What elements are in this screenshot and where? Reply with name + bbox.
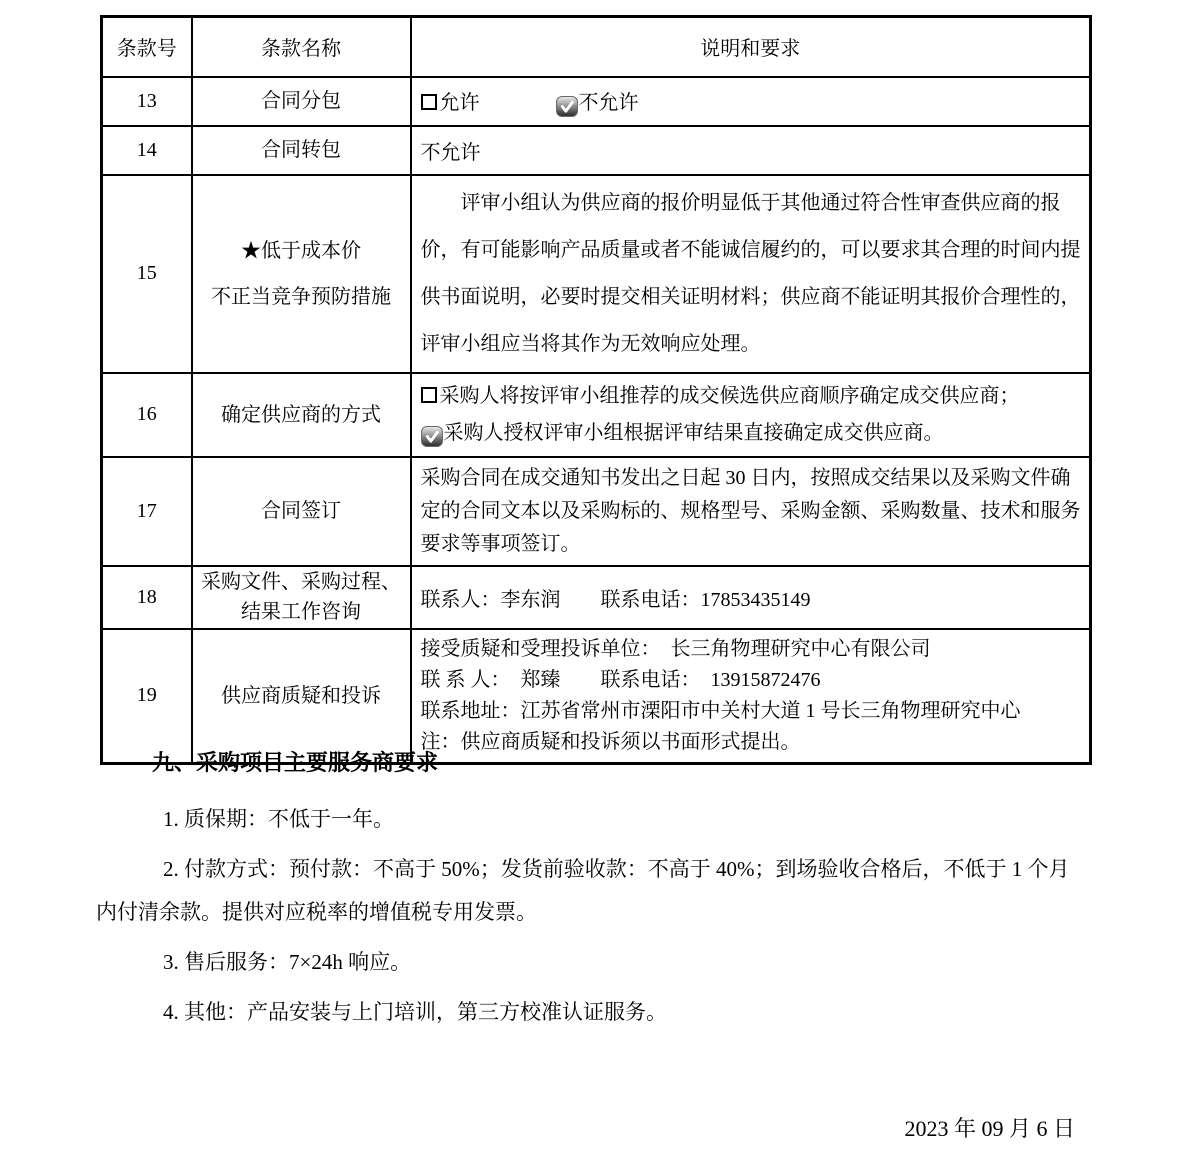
section-heading: 九、采购项目主要服务商要求 xyxy=(152,750,439,775)
requirement-item-3: 3. 售后服务：7×24h 响应。 xyxy=(163,950,412,974)
option-allow xyxy=(421,92,480,114)
checkbox-unchecked-icon xyxy=(421,387,437,403)
clause-name: 合同分包 xyxy=(192,77,411,126)
clause-name: 确定供应商的方式 xyxy=(192,373,411,457)
clause-desc-paragraph: 采购合同在成交通知书发出之日起 30 日内，按照成交结果以及采购文件确定的合同文本以及采购标的、规格型号、采购金额、采购数量、技术和服务要求等事项签订。 xyxy=(420,466,1081,555)
clause-desc: 不允许 xyxy=(411,126,1091,175)
clause-desc xyxy=(411,175,1091,373)
table-row-18 xyxy=(102,566,1091,629)
complaint-contact-line: 联 系 人： 郑臻 联系电话： 13915872476 xyxy=(420,668,821,691)
option-authorized-label: 采购人授权评审小组根据评审结果直接确定成交供应商。 xyxy=(443,421,944,444)
clause-no: 15 xyxy=(102,175,192,373)
document-date: 2023 年 09 月 6 日 xyxy=(904,1116,1075,1141)
checkbox-unchecked-icon xyxy=(421,94,437,110)
complaint-address-line: 联系地址：江苏省常州市溧阳市中关村大道 1 号长三角物理研究中心 xyxy=(420,699,1021,722)
complaint-unit-line: 接受质疑和受理投诉单位： 长三角物理研究中心有限公司 xyxy=(420,637,931,660)
header-description: 说明和要求 xyxy=(411,17,1091,77)
table-row-16 xyxy=(102,373,1091,457)
table-row-13 xyxy=(102,77,1091,126)
clause-name: 合同转包 xyxy=(192,126,411,175)
clause-name-line1: ★低于成本价 xyxy=(241,239,361,262)
service-requirements-section xyxy=(96,748,1079,1034)
clause-name: 供应商质疑和投诉 xyxy=(192,629,411,764)
clause-name xyxy=(192,175,411,373)
clause-name-line2: 不正当竞争预防措施 xyxy=(211,285,391,308)
clause-name-line1: 采购文件、采购过程、 xyxy=(201,571,401,593)
table-row-14 xyxy=(102,126,1091,175)
clause-desc-paragraph: 评审小组认为供应商的报价明显低于其他通过符合性审查供应商的报价，有可能影响产品质量或者不能诚信履约的，可以要求其合理的时间内提供书面说明，必要时提交相关证明材料；供应商不能证明其报价合理性的，评审小组应当将其作为无效响应处理。 xyxy=(420,191,1081,355)
requirement-item-2: 2. 付款方式：预付款：不高于 50%；发货前验收款：不高于 40%；到场验收合格后，不低于 1 个月内付清余款。提供对应税率的增值税专用发票。 xyxy=(96,857,1070,924)
option-ranked-label: 采购人将按评审小组推荐的成交候选供应商顺序确定成交供应商； xyxy=(439,384,1020,407)
clause-no: 16 xyxy=(102,373,192,457)
clause-table xyxy=(100,15,1092,765)
header-clause-no: 条款号 xyxy=(102,17,192,77)
clause-name xyxy=(192,566,411,629)
complaint-note-line: 注：供应商质疑和投诉须以书面形式提出。 xyxy=(420,730,801,753)
contact-info: 联系人：李东润 联系电话：17853435149 xyxy=(411,566,1091,629)
option-authorized xyxy=(421,415,1082,452)
checkbox-checked-icon xyxy=(556,96,578,117)
clause-desc xyxy=(411,457,1091,566)
clause-no: 14 xyxy=(102,126,192,175)
clause-no: 18 xyxy=(102,566,192,629)
table-row-17 xyxy=(102,457,1091,566)
clause-no: 17 xyxy=(102,457,192,566)
option-disallow xyxy=(556,92,639,114)
clause-no: 13 xyxy=(102,77,192,126)
complaint-info xyxy=(411,629,1091,764)
clause-desc xyxy=(411,373,1091,457)
checkbox-checked-icon xyxy=(421,426,443,447)
table-header-row xyxy=(102,17,1091,77)
option-disallow-label: 不允许 xyxy=(578,91,639,114)
clause-name: 合同签订 xyxy=(192,457,411,566)
table-row-15 xyxy=(102,175,1091,373)
option-allow-label: 允许 xyxy=(439,91,480,114)
table-row-19 xyxy=(102,629,1091,764)
clause-name-line2: 结果工作咨询 xyxy=(241,601,361,623)
clause-desc xyxy=(411,77,1091,126)
requirement-item-1: 1. 质保期：不低于一年。 xyxy=(163,807,394,831)
option-ranked xyxy=(421,378,1082,415)
clause-no: 19 xyxy=(102,629,192,764)
header-clause-name: 条款名称 xyxy=(192,17,411,77)
requirement-item-4: 4. 其他：产品安装与上门培训，第三方校准认证服务。 xyxy=(163,1000,667,1024)
